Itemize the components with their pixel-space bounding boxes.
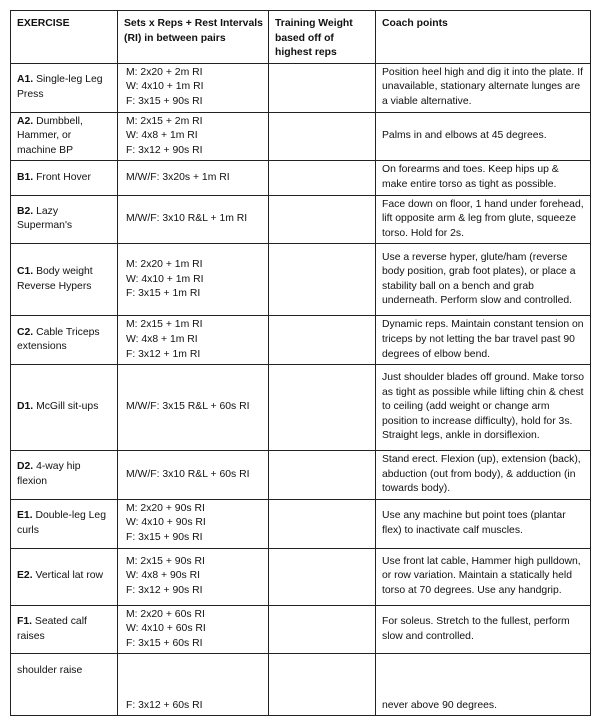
- table-row: [11, 654, 591, 716]
- training-weight-cell[interactable]: [269, 195, 376, 244]
- sets-cell: [118, 605, 269, 654]
- sets-cell: [118, 548, 269, 605]
- coach-points-cell: [376, 112, 591, 161]
- coach-points-text: Use any machine but point toes (plantar flex) to inactivate calf muscles.: [382, 510, 566, 536]
- sets-line: W: 4x10 + 1m RI: [126, 273, 204, 285]
- sets-cell: [118, 112, 269, 161]
- exercise-cell: [11, 316, 118, 365]
- training-weight-cell[interactable]: [269, 451, 376, 500]
- coach-points-text: Position heel high and dig it into the plate. If unavailable, stationary alternate lunges are a viable alternative.: [382, 66, 584, 107]
- exercise-name: Double-leg Leg curls: [17, 510, 106, 536]
- exercise-name: Seated calf raises: [17, 615, 87, 642]
- workout-table: [10, 10, 591, 716]
- coach-points-text: Use a reverse hyper, glute/ham (reverse body position, grab foot plates), or place a stability ball on a bench and grab underneath. Perform slow and controlled.: [382, 251, 576, 307]
- header-weight: Training Weight based off of highest reps: [269, 11, 376, 64]
- coach-points-cell: [376, 316, 591, 365]
- sets-cell: [118, 451, 269, 500]
- sets-line: M/W/F: 3x10 R&L + 60s RI: [126, 468, 250, 480]
- exercise-cell: [11, 605, 118, 654]
- sets-cell: [118, 316, 269, 365]
- training-weight-cell[interactable]: [269, 63, 376, 112]
- training-weight-cell[interactable]: [269, 161, 376, 195]
- exercise-code: B2.: [17, 205, 34, 217]
- exercise-code: D1.: [17, 401, 34, 413]
- coach-points-cell: [376, 161, 591, 195]
- coach-points-text: Use front lat cable, Hammer high pulldown, or row variation. Maintain a statically held torso at 70 degrees. Use any handgrip.: [382, 555, 581, 596]
- sets-line: F: 3x12 + 90s RI: [126, 144, 203, 156]
- header-exercise: EXERCISE: [11, 11, 118, 64]
- coach-points-cell: [376, 451, 591, 500]
- coach-points-cell: [376, 63, 591, 112]
- table-row: [11, 316, 591, 365]
- exercise-code: C2.: [17, 326, 34, 338]
- sets-cell: [118, 654, 269, 716]
- sets-line: M: 2x15 + 90s RI: [126, 555, 205, 567]
- training-weight-cell[interactable]: [269, 654, 376, 716]
- table-row: [11, 499, 591, 548]
- sets-line: M: 2x20 + 60s RI: [126, 608, 205, 620]
- sets-cell: [118, 244, 269, 316]
- sets-line: F: 3x12 + 1m RI: [126, 348, 201, 360]
- exercise-name: Front Hover: [36, 171, 91, 183]
- exercise-name: Dumbbell, Hammer, or machine BP: [17, 115, 83, 156]
- table-row: [11, 365, 591, 451]
- sets-line: F: 3x15 + 90s RI: [126, 532, 203, 544]
- header-sets: Sets x Reps + Rest Intervals (RI) in between pairs: [118, 11, 269, 64]
- exercise-code: E2.: [17, 570, 33, 582]
- training-weight-cell[interactable]: [269, 499, 376, 548]
- exercise-code: E1.: [17, 510, 33, 522]
- table-row: [11, 548, 591, 605]
- exercise-name: Single-leg Leg Press: [17, 74, 103, 100]
- exercise-code: A2.: [17, 115, 34, 127]
- sets-line: M: 2x20 + 2m RI: [126, 66, 203, 78]
- sets-line: W: 4x8 + 1m RI: [126, 130, 198, 142]
- training-weight-cell[interactable]: [269, 605, 376, 654]
- exercise-cell: [11, 365, 118, 451]
- sets-line: W: 4x10 + 60s RI: [126, 623, 206, 635]
- table-row: [11, 451, 591, 500]
- table-row: [11, 112, 591, 161]
- coach-points-cell: [376, 548, 591, 605]
- sets-line: F: 3x15 + 1m RI: [126, 288, 201, 300]
- table-row: [11, 195, 591, 244]
- sets-line: W: 4x8 + 1m RI: [126, 333, 198, 345]
- training-weight-cell[interactable]: [269, 365, 376, 451]
- sets-line: W: 4x10 + 1m RI: [126, 81, 204, 93]
- exercise-name: Vertical lat row: [35, 570, 104, 582]
- exercise-code: D2.: [17, 461, 34, 473]
- coach-points-cell: [376, 244, 591, 316]
- coach-points-text: Dynamic reps. Maintain constant tension on triceps by not letting the bar travel past 90 degrees of elbow bend.: [382, 319, 584, 360]
- sets-line: M: 2x20 + 90s RI: [126, 502, 205, 514]
- exercise-cell: [11, 63, 118, 112]
- exercise-name: McGill sit-ups: [36, 401, 99, 413]
- exercise-cell: [11, 112, 118, 161]
- coach-points-cell: [376, 195, 591, 244]
- header-row: [11, 11, 591, 64]
- exercise-name: Cable Triceps extensions: [17, 326, 100, 353]
- exercise-code: A1.: [17, 74, 34, 86]
- training-weight-cell[interactable]: [269, 244, 376, 316]
- coach-points-text: Just shoulder blades off ground. Make torso as tight as possible while lifting chin & chest to ceiling (add weight or change arm position to increase difficulty), hold for 3s. Straight legs, ankle in dorsiflexion.: [382, 372, 584, 442]
- exercise-cell: [11, 195, 118, 244]
- sets-cell: [118, 161, 269, 195]
- coach-points-text: never above 90 degrees.: [382, 699, 497, 711]
- exercise-cell: [11, 244, 118, 316]
- table-row: [11, 244, 591, 316]
- exercise-name: Body weight Reverse Hypers: [17, 266, 93, 292]
- sets-line: F: 3x15 + 60s RI: [126, 637, 203, 649]
- sets-line: M: 2x15 + 2m RI: [126, 115, 203, 127]
- sets-line: W: 4x10 + 90s RI: [126, 517, 206, 529]
- exercise-name: Lazy Superman's: [17, 205, 73, 232]
- coach-points-cell: [376, 654, 591, 716]
- table-row: [11, 161, 591, 195]
- sets-line: W: 4x8 + 90s RI: [126, 570, 201, 582]
- training-weight-cell[interactable]: [269, 112, 376, 161]
- sets-line: M: 2x15 + 1m RI: [126, 319, 203, 331]
- coach-points-text: Palms in and elbows at 45 degrees.: [382, 130, 547, 142]
- table-body: [11, 63, 591, 716]
- sets-line: F: 3x12 + 90s RI: [126, 584, 203, 596]
- sets-line: M/W/F: 3x15 R&L + 60s RI: [126, 401, 250, 413]
- exercise-cell: [11, 499, 118, 548]
- sets-cell: [118, 499, 269, 548]
- sets-line: M/W/F: 3x20s + 1m RI: [126, 171, 230, 183]
- table-row: [11, 63, 591, 112]
- exercise-cell: [11, 654, 118, 716]
- training-weight-cell[interactable]: [269, 316, 376, 365]
- exercise-name: 4-way hip flexion: [17, 461, 81, 487]
- coach-points-cell: [376, 499, 591, 548]
- coach-points-text: On forearms and toes. Keep hips up & make entire torso as tight as possible.: [382, 164, 559, 190]
- exercise-cell: [11, 548, 118, 605]
- sets-cell: [118, 195, 269, 244]
- sets-line: F: 3x15 + 90s RI: [126, 95, 203, 107]
- sets-line: F: 3x12 + 60s RI: [126, 699, 203, 711]
- exercise-name: shoulder raise: [17, 665, 83, 677]
- coach-points-cell: [376, 365, 591, 451]
- coach-points-text: Face down on floor, 1 hand under forehead, lift opposite arm & leg from glute, squeeze torso. Hold for 2s.: [382, 198, 584, 239]
- workout-sheet: [10, 10, 590, 716]
- exercise-code: B1.: [17, 171, 34, 183]
- exercise-cell: [11, 451, 118, 500]
- sets-cell: [118, 365, 269, 451]
- coach-points-text: Stand erect. Flexion (up), extension (back), abduction (out from body), & adduction (in towards body).: [382, 454, 581, 495]
- sets-cell: [118, 63, 269, 112]
- table-row: [11, 605, 591, 654]
- exercise-cell: [11, 161, 118, 195]
- sets-line: M: 2x20 + 1m RI: [126, 258, 203, 270]
- sets-line: M/W/F: 3x10 R&L + 1m RI: [126, 213, 248, 225]
- coach-points-cell: [376, 605, 591, 654]
- exercise-code: C1.: [17, 266, 34, 278]
- header-coach: Coach points: [376, 11, 591, 64]
- coach-points-text: For soleus. Stretch to the fullest, perform slow and controlled.: [382, 615, 570, 642]
- training-weight-cell[interactable]: [269, 548, 376, 605]
- exercise-code: F1.: [17, 615, 33, 627]
